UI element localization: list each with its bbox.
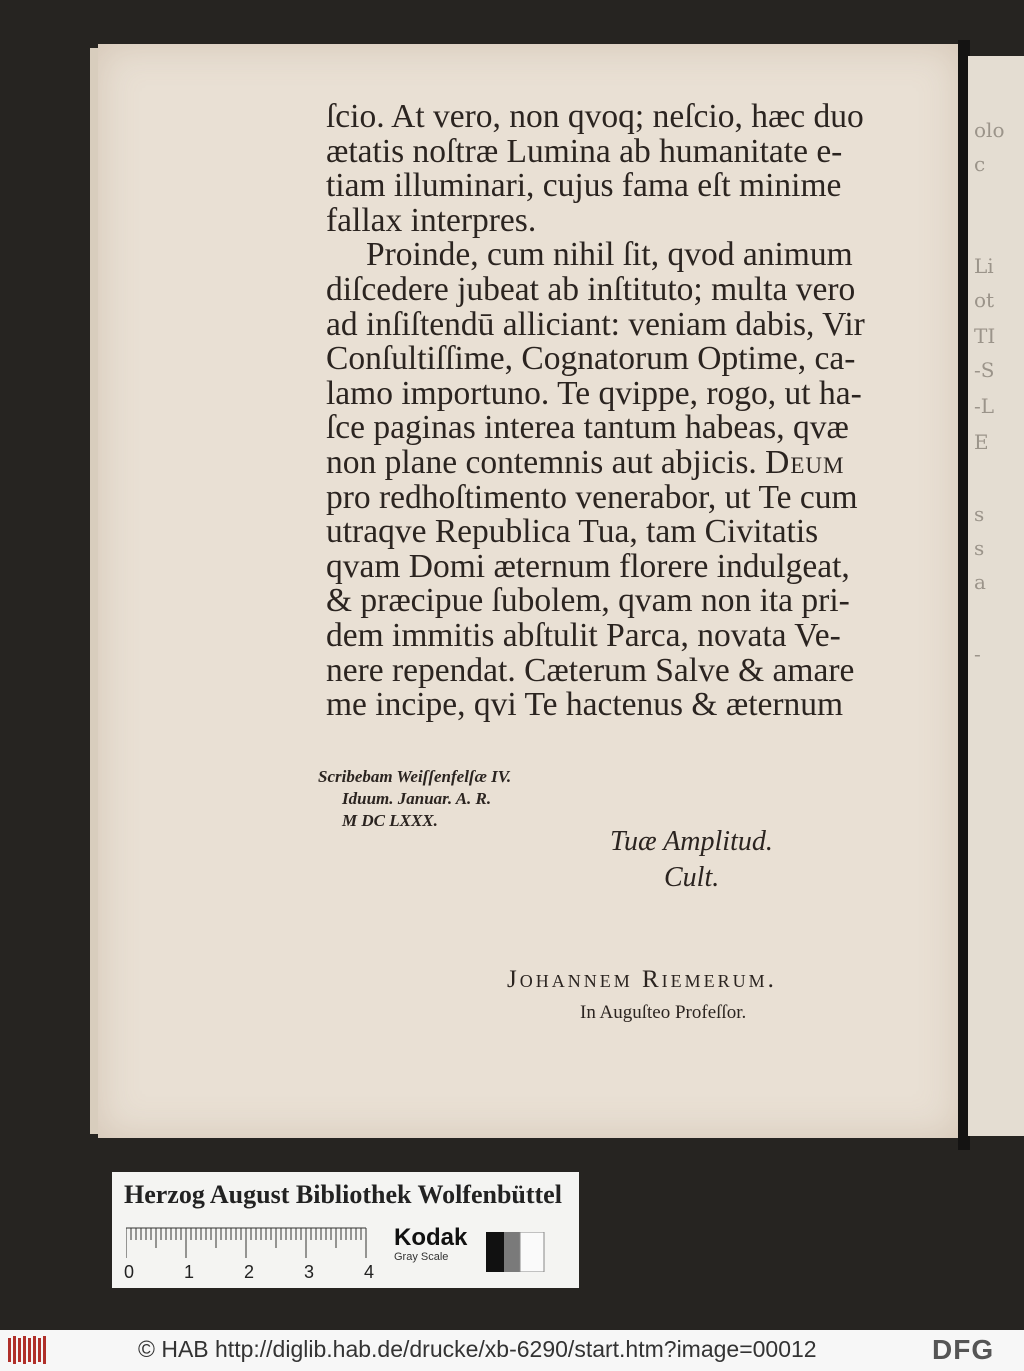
text-line: dem immitis abſtulit Parca, novata Ve- bbox=[326, 616, 841, 654]
dateline-line: M DC LXXX. bbox=[342, 811, 438, 830]
ghost-text: a bbox=[974, 570, 986, 594]
body-text bbox=[326, 100, 938, 723]
dateline-line: Iduum. Januar. A. R. bbox=[342, 789, 492, 808]
ghost-text: ot bbox=[974, 288, 995, 312]
text-line: ad inſiſtendū alliciant: veniam dabis, Vir bbox=[326, 305, 865, 343]
signoff-line: Tuæ Amplitud. bbox=[610, 826, 773, 857]
signoff bbox=[610, 824, 773, 896]
text-line: ſcio. At vero, non qvoq; neſcio, hæc duo bbox=[326, 98, 864, 135]
ghost-text: s bbox=[974, 502, 985, 526]
text-line: tiam illuminari, cujus fama eſt minime bbox=[326, 167, 842, 205]
dateline-line: Scribebam Weiſſenfelſæ IV. bbox=[318, 767, 512, 786]
text-line: ſce paginas interea tantum habeas, qvæ bbox=[326, 409, 849, 447]
ghost-text: Li bbox=[974, 254, 994, 278]
deum-word: Deum bbox=[765, 443, 845, 481]
ruler-number: 2 bbox=[244, 1262, 255, 1282]
ruler-number: 4 bbox=[364, 1262, 375, 1282]
ghost-text: -S bbox=[974, 358, 995, 382]
ghost-text: TI bbox=[974, 324, 996, 348]
ghost-text: c bbox=[974, 152, 986, 176]
gray-swatches bbox=[486, 1232, 550, 1272]
library-label-card bbox=[112, 1172, 579, 1288]
text-line-with-deum bbox=[326, 443, 938, 481]
kodak-logo: Kodak bbox=[394, 1224, 468, 1251]
text-line: Proinde, cum nihil ſit, qvod animum bbox=[366, 236, 853, 274]
text-line: & præcipue ſubolem, qvam non ita pri- bbox=[326, 582, 850, 620]
ghost-text: olo bbox=[974, 118, 1005, 142]
ruler-number: 1 bbox=[184, 1262, 195, 1282]
ruler-numbers bbox=[124, 1262, 384, 1284]
text-line: ætatis noſtræ Lumina ab humanitate e- bbox=[326, 132, 843, 170]
next-page-edge bbox=[968, 56, 1024, 1136]
ruler-number: 3 bbox=[304, 1262, 315, 1282]
text-line: nere rependat. Cæterum Salve & amare bbox=[326, 651, 855, 689]
text-line: utraqve Republica Tua, tam Civitatis bbox=[326, 513, 819, 551]
text-line: non plane contemnis aut abjicis. bbox=[326, 443, 757, 481]
dfg-logo: DFG bbox=[932, 1334, 995, 1365]
hab-logo-icon bbox=[6, 1334, 48, 1366]
text-line: fallax interpres. bbox=[326, 201, 537, 239]
ruler-number: 0 bbox=[124, 1262, 135, 1282]
text-line: me incipe, qvi Te hactenus & æternum bbox=[326, 686, 844, 724]
signoff-line: Cult. bbox=[664, 862, 720, 893]
text-line: Conſultiſſime, Cognatorum Optime, ca- bbox=[326, 340, 856, 378]
ghost-text: s bbox=[974, 536, 985, 560]
footer-bar bbox=[0, 1330, 1024, 1371]
library-name: Herzog August Bibliothek Wolfenbüttel bbox=[124, 1180, 562, 1209]
ruler-scale bbox=[126, 1226, 376, 1260]
text-line: qvam Domi æternum florere indulgeat, bbox=[326, 547, 850, 585]
copyright-url[interactable]: © HAB http://diglib.hab.de/drucke/xb-6290/start.htm?image=00012 bbox=[138, 1336, 817, 1362]
addressee-name: Johannem Riemerum. bbox=[507, 966, 777, 993]
ghost-text: E bbox=[974, 430, 989, 454]
ghost-text: -L bbox=[974, 394, 995, 418]
text-line: diſcedere jubeat ab inſtituto; multa vero bbox=[326, 270, 856, 308]
text-line: pro redhoſtimento venerabor, ut Te cum bbox=[326, 478, 858, 516]
dateline bbox=[318, 766, 511, 832]
ghost-text: - bbox=[974, 642, 981, 666]
addressee-title: In Auguſteo Profeſſor. bbox=[580, 1002, 747, 1023]
text-line: lamo importuno. Te qvippe, rogo, ut ha- bbox=[326, 374, 862, 412]
gray-scale-label: Gray Scale bbox=[394, 1251, 449, 1263]
